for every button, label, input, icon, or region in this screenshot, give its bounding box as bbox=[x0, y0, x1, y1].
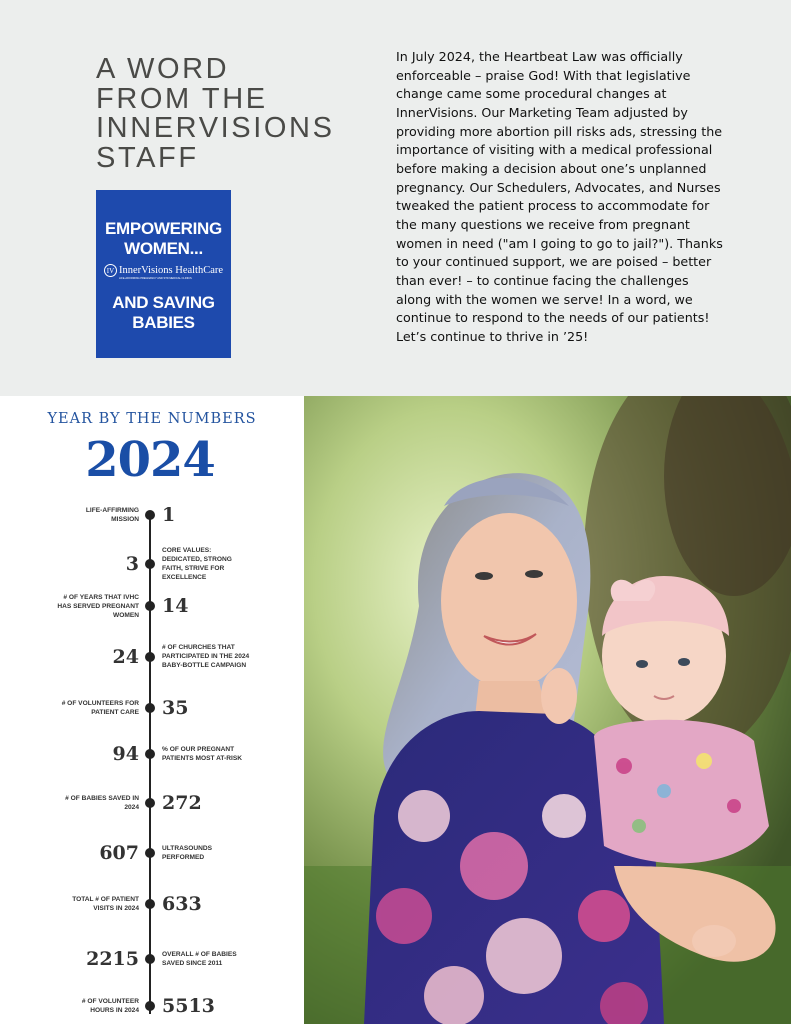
logo-bottom-text: AND SAVING BABIES bbox=[112, 293, 215, 332]
timeline-dot bbox=[145, 848, 155, 858]
stat-value: 35 bbox=[162, 697, 189, 719]
stat-label: # OF VOLUNTEERS FOR PATIENT CARE bbox=[61, 700, 139, 716]
intro-paragraph: In July 2024, the Heartbeat Law was officially enforceable – praise God! With that legislative change came some procedural changes at InnerVisions. Our Marketing Team adjusted by providing more abortion pill risks ads, stressing the importance of visiting with a medical professional before making a decision about one’s unplanned pregnancy. Our Schedulers, Advocates, and Nurses tweaked the patient process to accommodate for the many questions we receive from pregnant women in need ("am I going to go to jail?"). Thanks to your continued support, we are poised – better than ever! – to continue facing the challenges along with the women we serve! In a word, we continue to respond to the needs of our patients! Let’s continue to thrive in ’25! bbox=[396, 49, 723, 344]
stat-label: # OF VOLUNTEER HOURS IN 2024 bbox=[81, 998, 139, 1014]
stat-label: CORE VALUES: DEDICATED, STRONG FAITH, STRIVE FOR EXCELLENCE bbox=[162, 547, 232, 581]
timeline-dot bbox=[145, 601, 155, 611]
stat-label: OVERALL # OF BABIES SAVED SINCE 2011 bbox=[162, 951, 237, 967]
stat-value: 607 bbox=[99, 842, 139, 864]
timeline-line bbox=[149, 515, 151, 1014]
stat-value: 2215 bbox=[86, 948, 139, 970]
stat-value: 14 bbox=[162, 595, 189, 617]
title-line: INNERVISIONS bbox=[96, 112, 335, 144]
stat-value: 94 bbox=[112, 743, 139, 765]
title-line: STAFF bbox=[96, 141, 199, 174]
timeline-dot bbox=[145, 1001, 155, 1011]
intro-section bbox=[0, 0, 791, 396]
stat-value: 633 bbox=[162, 893, 202, 915]
stat-value: 272 bbox=[162, 792, 202, 814]
page-title bbox=[96, 55, 376, 173]
stat-value: 3 bbox=[125, 553, 139, 575]
timeline-dot bbox=[145, 899, 155, 909]
stat-value: 24 bbox=[112, 646, 139, 668]
title-line: A WORD bbox=[96, 53, 230, 85]
stat-label: % OF OUR PREGNANT PATIENTS MOST AT-RISK bbox=[162, 746, 242, 762]
stat-label: # OF CHURCHES THAT PARTICIPATED IN THE 2024 BABY-BOTTLE CAMPAIGN bbox=[162, 644, 250, 669]
empowering-women-logo bbox=[96, 190, 231, 358]
stat-label: LIFE-AFFIRMING MISSION bbox=[85, 507, 139, 523]
brand-logo-icon: IV bbox=[104, 264, 117, 277]
timeline-dot bbox=[145, 703, 155, 713]
timeline-dot bbox=[145, 510, 155, 520]
logo-top-text: EMPOWERING WOMEN... bbox=[105, 219, 222, 258]
stat-value: 5513 bbox=[162, 995, 215, 1017]
mother-and-baby-photo bbox=[304, 396, 791, 1024]
stat-label: TOTAL # OF PATIENT VISITS IN 2024 bbox=[72, 896, 139, 912]
timeline-dot bbox=[145, 652, 155, 662]
timeline-dot bbox=[145, 559, 155, 569]
year-heading: 2024 bbox=[85, 432, 215, 488]
stat-label: # OF YEARS THAT IVHC HAS SERVED PREGNANT WOMEN bbox=[57, 594, 139, 619]
timeline-dot bbox=[145, 954, 155, 964]
section-title: YEAR BY THE NUMBERS bbox=[47, 411, 257, 427]
stat-value: 1 bbox=[162, 504, 176, 526]
brand-mark: IV InnerVisions HealthCare LIFE-AFFIRMING PREGNANCY AND STD MEDICAL CLINICS bbox=[104, 264, 225, 280]
stat-label: ULTRASOUNDS PERFORMED bbox=[162, 845, 213, 861]
stat-label: # OF BABIES SAVED IN 2024 bbox=[65, 795, 139, 811]
timeline-dot bbox=[145, 798, 155, 808]
photo-illustration bbox=[304, 396, 791, 1024]
timeline-dot bbox=[145, 749, 155, 759]
title-line: FROM THE bbox=[96, 82, 268, 115]
